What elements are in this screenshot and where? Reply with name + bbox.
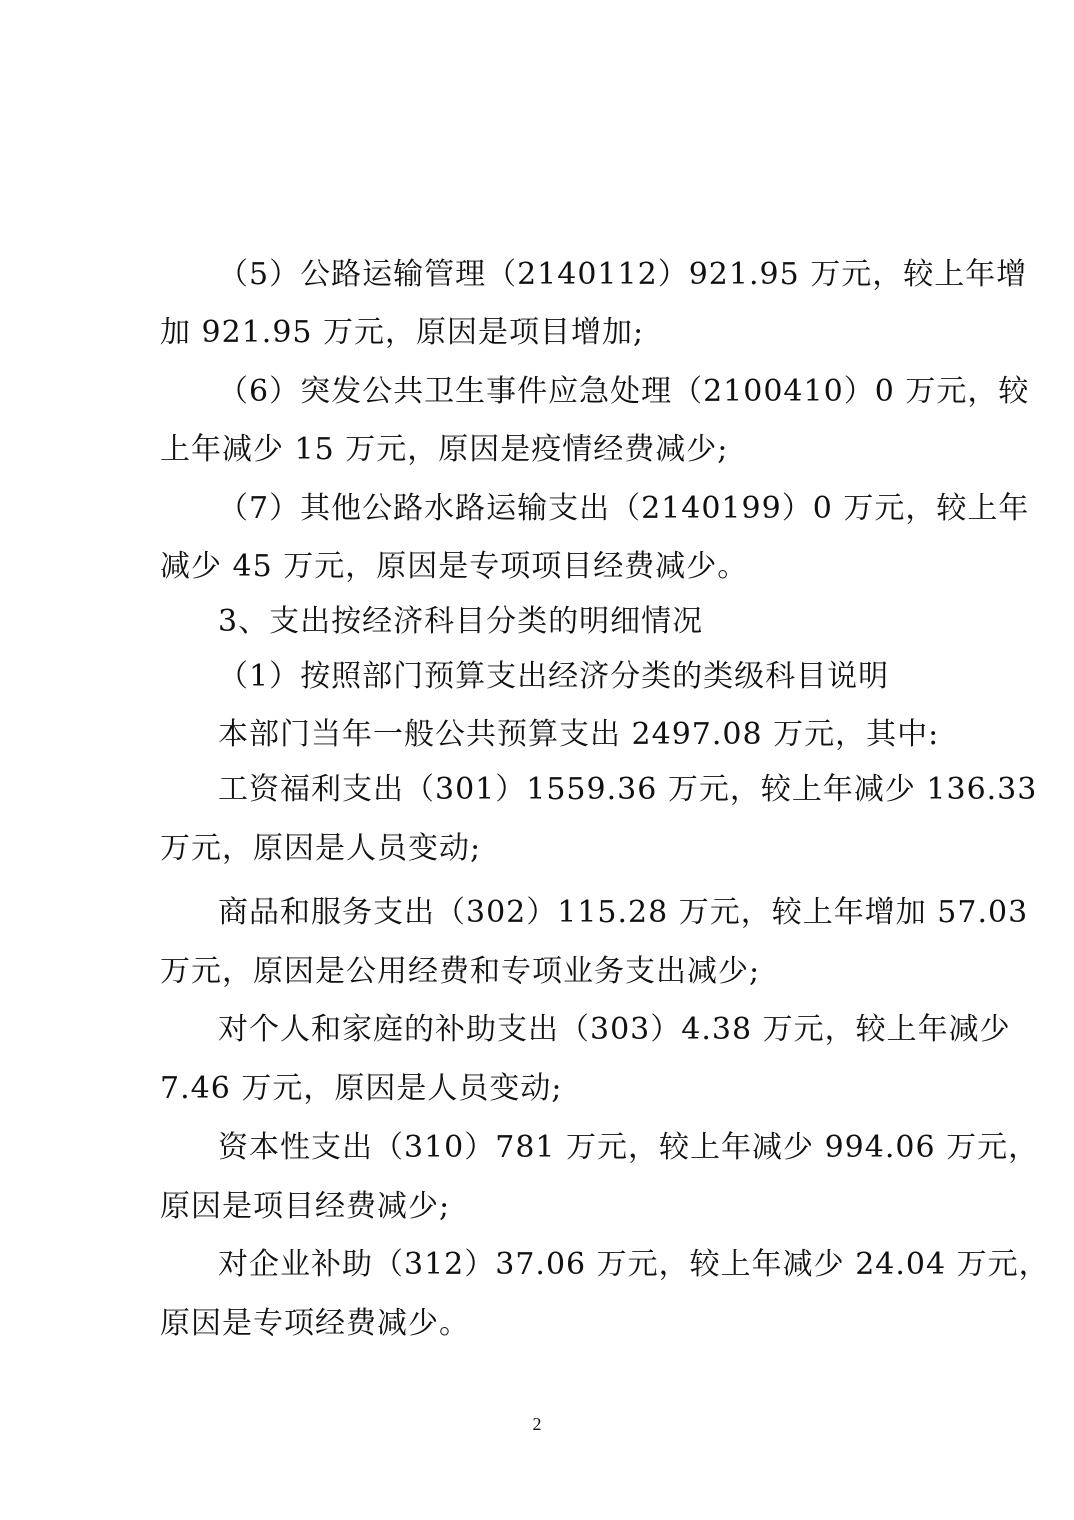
paragraph-line-13: 万元，原因是公用经费和专项业务支出减少; — [160, 954, 761, 989]
paragraph-line-5: （7）其他公路水路运输支出（2140199）0 万元，较上年 — [218, 491, 1030, 526]
paragraph-line-19: 原因是专项经费减少。 — [160, 1306, 470, 1341]
paragraph-line-11: 万元，原因是人员变动; — [160, 831, 482, 866]
paragraph-line-9: 本部门当年一般公共预算支出 2497.08 万元，其中: — [218, 717, 940, 752]
subsection-heading: （1）按照部门预算支出经济分类的类级科目说明 — [218, 659, 890, 694]
paragraph-line-1: （5）公路运输管理（2140112）921.95 万元，较上年增 — [218, 257, 1028, 292]
paragraph-line-3: （6）突发公共卫生事件应急处理（2100410）0 万元，较 — [218, 374, 1030, 409]
paragraph-line-10: 工资福利支出（301）1559.36 万元，较上年减少 136.33 — [218, 772, 1038, 807]
paragraph-line-12: 商品和服务支出（302）115.28 万元，较上年增加 57.03 — [218, 895, 1029, 930]
paragraph-line-2: 加 921.95 万元，原因是项目增加; — [160, 315, 645, 350]
section-heading: 3、支出按经济科目分类的明细情况 — [218, 604, 704, 639]
paragraph-line-4: 上年减少 15 万元，原因是疫情经费减少; — [160, 432, 729, 467]
paragraph-line-6: 减少 45 万元，原因是专项项目经费减少。 — [160, 549, 749, 584]
paragraph-line-14: 对个人和家庭的补助支出（303）4.38 万元，较上年减少 — [218, 1012, 1011, 1047]
page-number: 2 — [532, 1414, 542, 1434]
paragraph-line-18: 对企业补助（312）37.06 万元，较上年减少 24.04 万元， — [218, 1247, 1050, 1282]
paragraph-line-15: 7.46 万元，原因是人员变动; — [160, 1071, 563, 1106]
paragraph-line-17: 原因是项目经费减少; — [160, 1189, 451, 1224]
paragraph-line-16: 资本性支出（310）781 万元，较上年减少 994.06 万元， — [218, 1130, 1040, 1165]
